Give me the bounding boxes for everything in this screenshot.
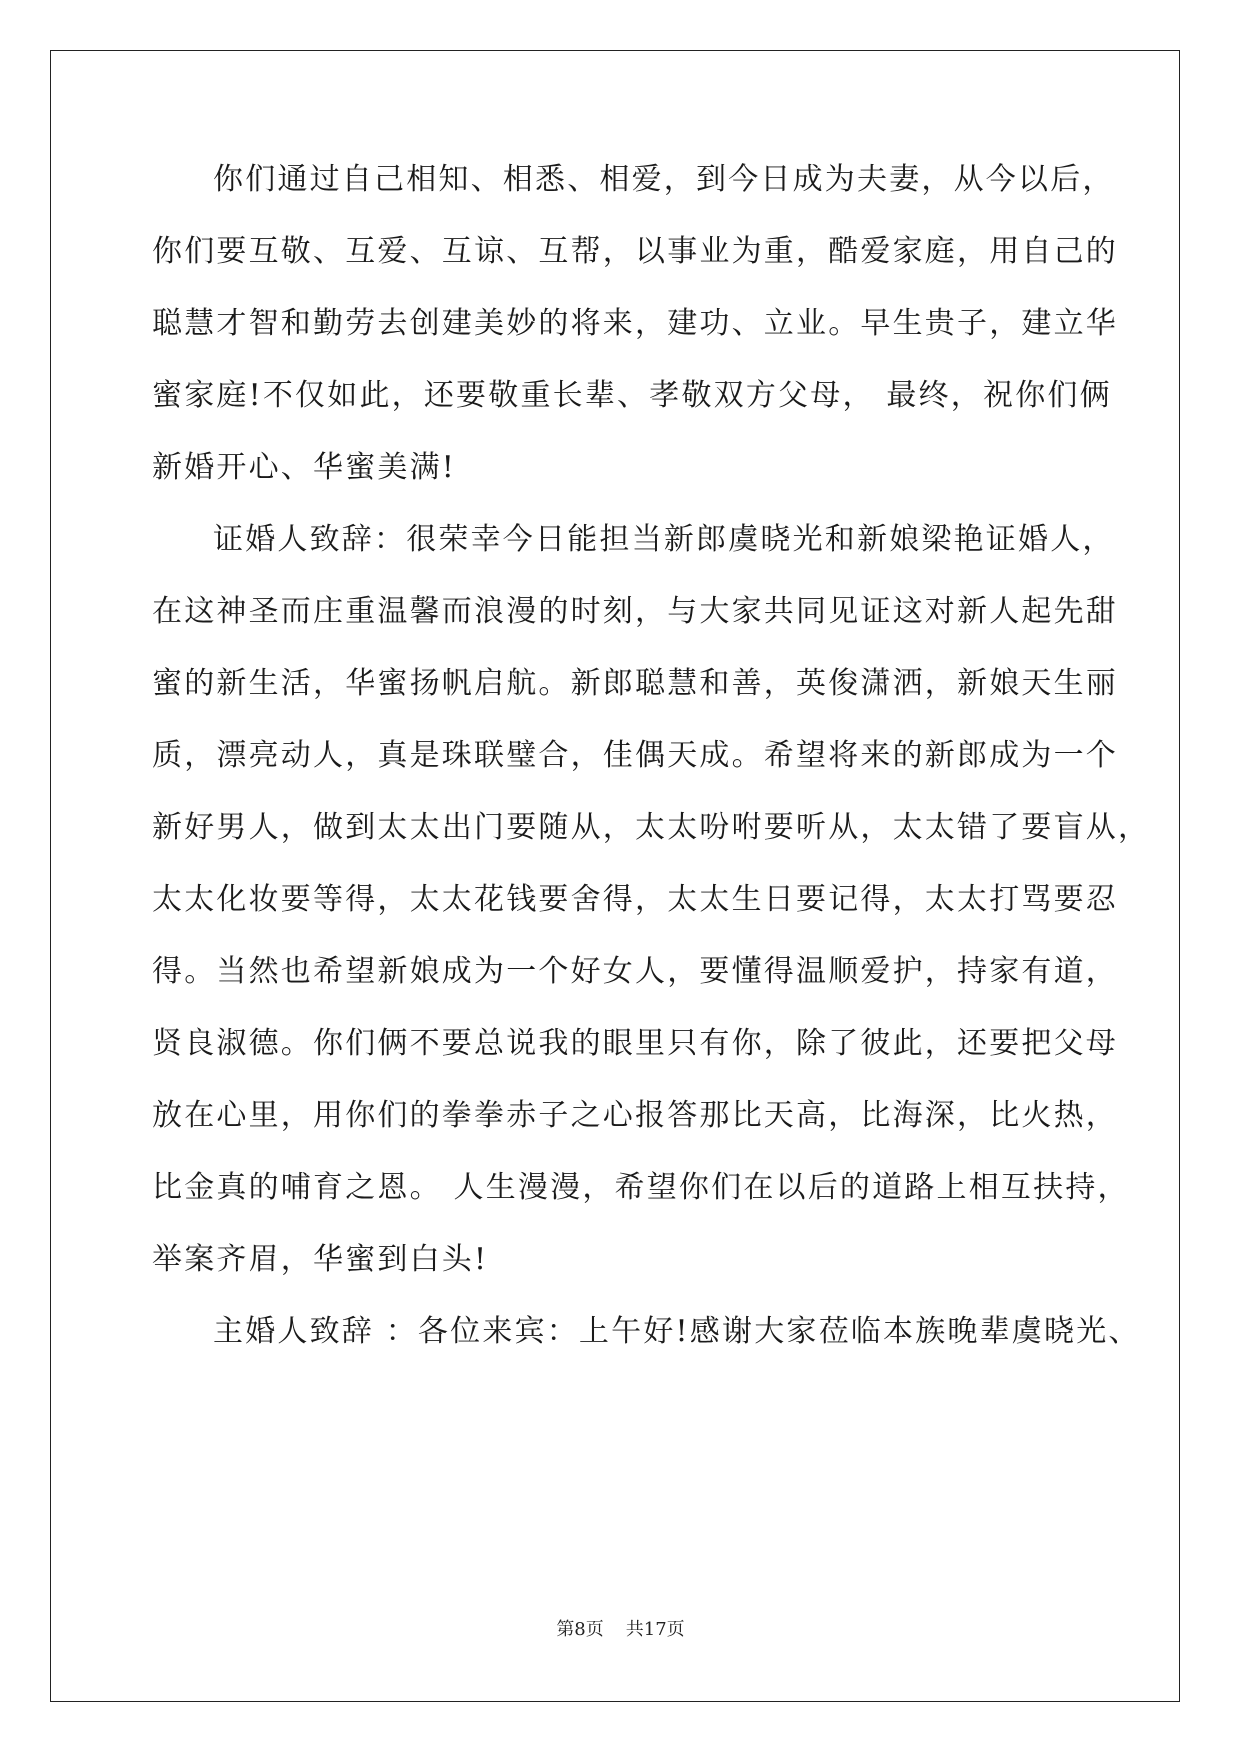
text-line: 蜜家庭!不仅如此，还要敬重长辈、孝敬双方父母， 最终，祝你们俩 — [152, 378, 1112, 413]
text-line: 太太化妆要等得，太太花钱要舍得，太太生日要记得，太太打骂要忍 — [152, 882, 1118, 917]
page-number: 第8页 — [556, 1619, 604, 1640]
text-line: 在这神圣而庄重温馨而浪漫的时刻，与大家共同见证这对新人起先甜 — [152, 594, 1118, 629]
text-line: 新婚开心、华蜜美满! — [152, 450, 457, 485]
text-line: 举案齐眉，华蜜到白头! — [152, 1242, 489, 1277]
text-line: 比金真的哺育之恩。 人生漫漫，希望你们在以后的道路上相互扶持， — [152, 1170, 1130, 1205]
text-line: 放在心里，用你们的拳拳赤子之心报答那比天高，比海深，比火热， — [152, 1098, 1118, 1133]
text-line: 主婚人致辞 ：各位来宾：上午好!感谢大家莅临本族晚辈虞晓光、 — [213, 1314, 1141, 1349]
text-line: 你们通过自己相知、相悉、相爱，到今日成为夫妻，从今以后， — [213, 162, 1115, 197]
page-footer — [0, 1615, 1241, 1641]
text-line: 蜜的新生活，华蜜扬帆启航。新郎聪慧和善，英俊潇洒，新娘天生丽 — [152, 666, 1118, 701]
text-line: 聪慧才智和勤劳去创建美妙的将来，建功、立业。早生贵子，建立华 — [152, 306, 1118, 341]
page-total: 共17页 — [625, 1619, 685, 1640]
text-line: 证婚人致辞：很荣幸今日能担当新郎虞晓光和新娘梁艳证婚人， — [213, 522, 1115, 557]
page-border — [50, 50, 1180, 1702]
text-line: 贤良淑德。你们俩不要总说我的眼里只有你，除了彼此，还要把父母 — [152, 1026, 1118, 1061]
text-line: 得。当然也希望新娘成为一个好女人，要懂得温顺爱护，持家有道， — [152, 954, 1118, 989]
text-line: 你们要互敬、互爱、互谅、互帮，以事业为重，酷爱家庭，用自己的 — [152, 234, 1118, 269]
text-line: 新好男人，做到太太出门要随从，太太吩咐要听从，太太错了要盲从， — [152, 810, 1151, 845]
text-line: 质，漂亮动人，真是珠联璧合，佳偶天成。希望将来的新郎成为一个 — [152, 738, 1118, 773]
